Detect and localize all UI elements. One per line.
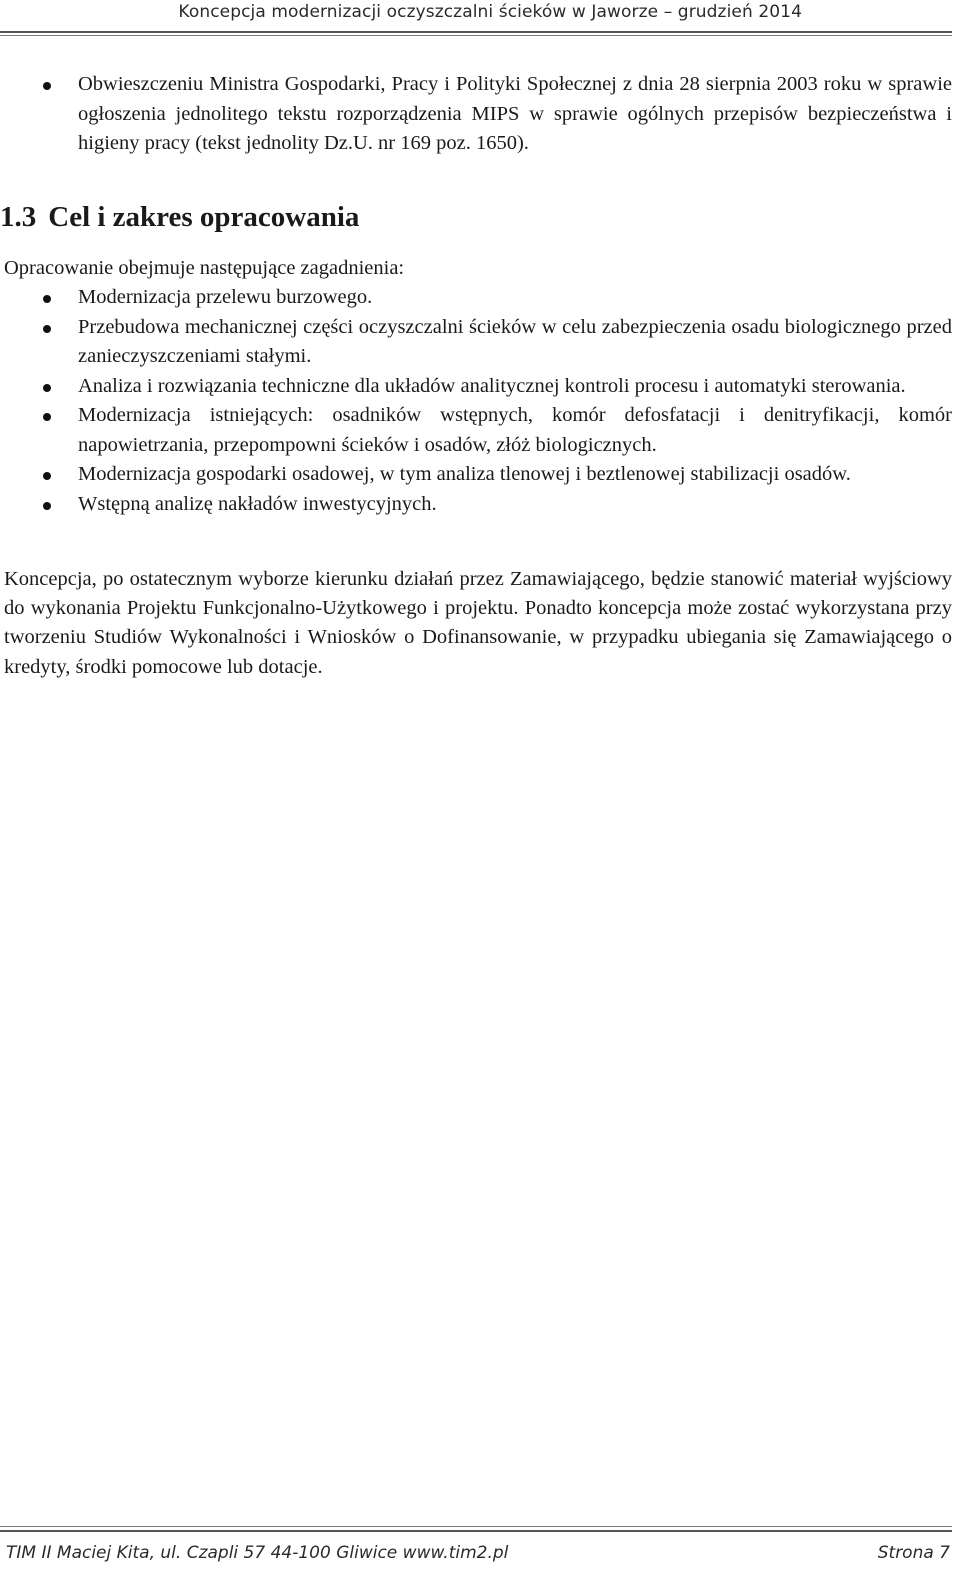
list-item-text: Obwieszczeniu Ministra Gospodarki, Pracy i Polityki Społecznej z dnia 28 sierpnia 2003 roku w sprawie ogłoszenia jednolitego tekstu rozporządzenia MIPS w sprawie ogólnych przepisów bezpieczeństwa i higieny pracy (tekst jednolity Dz.U. nr 169 poz. 1650). [78, 73, 952, 154]
bullet-icon [43, 502, 51, 510]
list-item [0, 283, 952, 313]
list-item [0, 401, 952, 460]
section-number: 1.3 [0, 200, 37, 233]
footer-company-info: TIM II Maciej Kita, ul. Czapli 57 44-100 Gliwice www.tim2.pl [6, 1543, 509, 1563]
page-number: Strona 7 [877, 1543, 950, 1563]
section-heading [0, 199, 952, 235]
list-item-text: Modernizacja gospodarki osadowej, w tym analiza tlenowej i beztlenowej stabilizacji osadów. [78, 463, 851, 485]
list-item-text: Przebudowa mechanicznej części oczyszczalni ścieków w celu zabezpieczenia osadu biologicznego przed zanieczyszczeniami stałymi. [78, 315, 952, 367]
section-title: Cel i zakres opracowania [48, 200, 360, 233]
section-intro: Opracowanie obejmuje następujące zagadnienia: [4, 256, 405, 279]
header-rule [0, 31, 952, 33]
document-body [0, 70, 952, 682]
list-item [0, 70, 952, 159]
bullet-icon [43, 384, 51, 392]
list-item [0, 490, 952, 520]
top-bullet-list [0, 70, 952, 159]
list-item-text: Modernizacja istniejących: osadników wstępnych, komór defosfatacji i denitryfikacji, komór napowietrzania, przepompowni ścieków i osadów, złóż biologicznych. [78, 404, 952, 456]
page-header [0, 0, 960, 36]
list-item-text: Modernizacja przelewu burzowego. [78, 286, 373, 308]
header-rule-thin [0, 35, 952, 36]
bullet-icon [43, 413, 51, 421]
body-paragraph: Koncepcja, po ostatecznym wyborze kierunku działań przez Zamawiającego, będzie stanowić materiał wyjściowy do wykonania Projektu Funkcjonalno-Użytkowego i projektu. Ponadto koncepcja może zostać wykorzystana przy tworzeniu Studiów Wykonalności i Wniosków o Dofinansowanie, w przypadku ubiegania się Zamawiającego o kredyty, środki pomocowe lub dotacje. [4, 568, 952, 678]
list-item [0, 372, 952, 402]
bullet-icon [43, 295, 51, 303]
scope-bullet-list [0, 283, 952, 519]
bullet-icon [43, 325, 51, 333]
footer-rule-thick [0, 1530, 952, 1532]
header-title: Koncepcja modernizacji oczyszczalni ścieków w Jaworze – grudzień 2014 [178, 2, 802, 22]
list-item [0, 313, 952, 372]
footer-rule [0, 1526, 952, 1527]
list-item-text: Wstępną analizę nakładów inwestycyjnych. [78, 492, 437, 515]
list-item-text: Analiza i rozwiązania techniczne dla układów analitycznej kontroli procesu i automatyki sterowania. [78, 374, 906, 397]
bullet-icon [43, 472, 51, 480]
list-item [0, 460, 952, 490]
page-footer [0, 1526, 952, 1574]
bullet-icon [43, 82, 51, 90]
